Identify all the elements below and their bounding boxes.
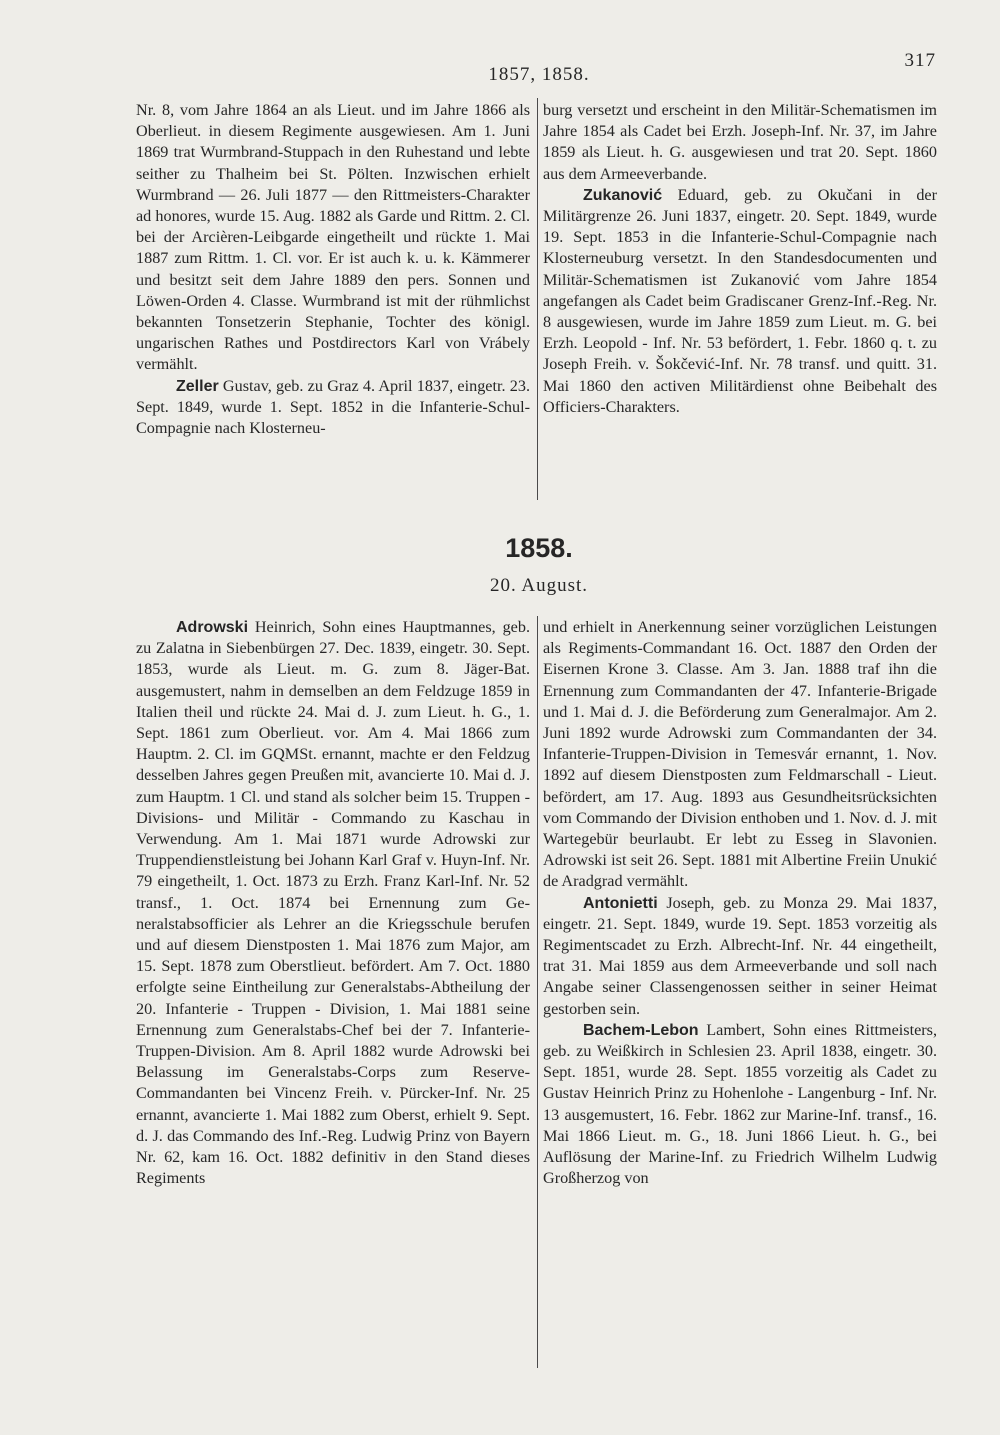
entry-text: Gustav, geb. zu Graz 4. April 1837, eingetr. 23. Sept. 1849, wurde 1. Sept. 1852 in die Infanterie-Schul-Compagnie nach Klosterneu- bbox=[136, 376, 530, 438]
entry-text: Heinrich, Sohn eines Hauptmannes, geb. zu Zalatna in Siebenbürgen 27. Dec. 1839, eingetr. 30. Sept. 1853, wurde als Lieut. m. G. zum 8. Jäger-Bat. ausgemustert, nahm in demselben an dem Feldzuge 1859 in Italien theil und rückte 24. Mai d. J. zum Lieut. h. G., 1. Sept. 1861 zum Oberlieut. vor. Am 4. Mai 1866 zum Hauptm. 2. Cl. im GQMSt. ernannt, machte er den Feldzug desselben Jahres gegen Preußen mit, avancierte 10. Mai d. J. zum Hauptm. 1 Cl. und stand als solcher beim 15. Truppen - Divisions- und Militär - Commando zu Kaschau in Verwendung. Am 1. Mai 1871 wurde Adrowski zur Truppendienstleistung bei Johann Karl Graf v. Huyn-Inf. Nr. 79 eingetheilt, 1. Oct. 1873 zu Erzh. Franz Karl-Inf. Nr. 52 transf., 1. Oct. 1874 bei Ernennung zum Generalstabsofficier als Lehrer an die Kriegsschule berufen und auf diesem Dienstposten 1. Mai 1876 zum Major, am 15. Sept. 1878 zum Oberstlieut. befördert. Am 7. Oct. 1880 erfolgte seine Eintheilung zur Generalstabs-Abtheilung der 20. Infanterie - Truppen - Division, 1. Mai 1881 seine Ernennung zum Generalstabs-Chef bei der 7. Infanterie-Truppen-Division. Am 8. April 1882 wurde Adrowski bei Belassung im Generalstabs-Corps zum Reserve-Commandanten bei Vincenz Freih. v. Pürcker-Inf. Nr. 25 ernannt, avancierte 1. Mai 1882 zum Oberst, erhielt 9. Sept. d. J. das Commando des Inf.-Reg. Ludwig Prinz von Bayern Nr. 62, kam 16. Oct. 1882 definitiv in den Stand dieses Regiments bbox=[136, 618, 530, 1188]
entry-antonietti bbox=[543, 893, 937, 1020]
adrowski-continuation: und erhielt in Anerkennung seiner vorzüglichen Leistungen als Regiments-Commandant 16. Oct. 1887 den Orden der Eisernen Krone 3. Classe. Am 3. Jan. 1888 traf ihn die Ernennung zum Commandanten der 47. Infanterie-Brigade und 1. Mai d. J. die Beförderung zum Generalmajor. Am 2. Juni 1892 wurde Adrowski zum Commandanten der 34. Infanterie-Truppen-Division in Temesvár ernannt, 1. Nov. 1892 auf diesem Dienstposten zum Feldmarschall - Lieut. befördert, am 17. Aug. 1893 aus Gesundheitsrücksichten vom Commando der Division enthoben und 1. Nov. d. J. mit Wartegebür beurlaubt. Er lebt zu Esseg in Slavonien. Adrowski ist seit 26. Sept. 1881 mit Albertine Freiin Unukić de Aradgrad vermählt. bbox=[543, 618, 937, 891]
zeller-continuation: burg versetzt und erscheint in den Militär-Schematismen im Jahre 1854 als Cadet bei Erzh. Joseph-Inf. Nr. 37, im Jahre 1859 als Lieut. h. G. ausgewiesen und trat 20. Sept. 1860 aus dem Armeeverbande. bbox=[543, 101, 937, 183]
section-date-heading: 20. August. bbox=[489, 575, 589, 596]
lower-left-column bbox=[136, 617, 530, 1189]
running-head: 1857, 1858. bbox=[488, 64, 590, 85]
upper-left-column bbox=[136, 100, 530, 439]
column-divider-lower bbox=[537, 616, 538, 1368]
entry-name: Zukanović bbox=[583, 186, 663, 204]
entry-name: Zeller bbox=[176, 377, 219, 395]
entry-text: Joseph, geb. zu Monza 29. Mai 1837, eingetr. 21. Sept. 1849, wurde 19. Sept. 1853 vorzeitig als Regimentscadet zu Erzh. Albrecht-Inf. Nr. 44 eingetheilt, trat 31. Mai 1859 aus dem Armeeverbande und soll nach Angabe seiner Classengenossen seither in seiner Heimat gestorben sein. bbox=[543, 893, 937, 1018]
entry-zukanovic bbox=[543, 185, 937, 418]
page-number: 317 bbox=[904, 50, 936, 71]
entry-name: Bachem-Lebon bbox=[583, 1021, 699, 1039]
entry-zeller bbox=[136, 376, 530, 440]
upper-right-column bbox=[543, 100, 937, 418]
entry-name: Adrowski bbox=[176, 619, 249, 636]
entry-bachem-lebon bbox=[543, 1020, 937, 1190]
entry-name: Antonietti bbox=[583, 894, 658, 912]
entry-adrowski bbox=[136, 617, 530, 1189]
entry-text: Eduard, geb. zu Okučani in der Militärgrenze 26. Juni 1837, eingetr. 20. Sept. 1849, wurde 19. Sept. 1853 in die Infanterie-Schul-Compagnie nach Klosterneuburg versetzt. In den Standesdocumenten und Militär-Schematismen ist Zukanović vom Jahre 1854 angefangen als Cadet beim Gradiscaner Grenz-Inf.-Reg. Nr. 8 ausgewiesen, wurde im Jahre 1859 zum Lieut. m. G. bei Erzh. Leopold - Inf. Nr. 53 befördert, 1. Febr. 1860 q. t. zu Joseph Freih. v. Šokčević-Inf. Nr. 78 transf. und quitt. 31. Mai 1860 den activen Militärdienst ohne Beibehalt des Officiers-Charakters. bbox=[543, 185, 937, 416]
entry-text: Lambert, Sohn eines Rittmeisters, geb. zu Weißkirch in Schlesien 23. April 1838, eingetr. 30. Sept. 1851, wurde 28. Sept. 1855 vorzeitig als Cadet zu Gustav Heinrich Prinz zu Hohenlohe - Langenburg - Inf. Nr. 13 ausgemustert, 16. Febr. 1862 zur Marine-Inf. transf., 16. Mai 1866 Lieut. m. G., 18. Juni 1866 Lieut. h. G., bei Auflösung der Marine-Inf. zu Friedrich Wilhelm Ludwig Großherzog von bbox=[543, 1020, 937, 1188]
lower-right-column bbox=[543, 617, 937, 1189]
section-year-heading: 1858. bbox=[505, 533, 573, 563]
wurmbrand-continuation: Nr. 8, vom Jahre 1864 an als Lieut. und im Jahre 1866 als Oberlieut. in diesem Regimente ausgewiesen. Am 1. Juni 1869 trat Wurmbrand-Stuppach in den Ruhestand und lebte seither zu Thalheim bei St. Pölten. Inzwischen erhielt Wurmbrand — 26. Juli 1877 — den Rittmeisters-Charakter ad honores, wurde 15. Aug. 1882 als Garde und Rittm. 2. Cl. bei der Arcièren-Leibgarde eingetheilt und rückte 1. Mai 1887 zum Rittm. 1. Cl. vor. Er ist auch k. u. k. Kämmerer und besitzt seit dem Jahre 1889 den pers. Sonnen und Löwen-Orden 4. Classe. Wurmbrand ist mit der rühmlichst bekannten Tonsetzerin Stephanie, Tochter des königl. ungarischen Rathes und Postdirectors Karl von Vrábely vermählt. bbox=[136, 101, 530, 374]
column-divider-upper bbox=[537, 98, 538, 500]
